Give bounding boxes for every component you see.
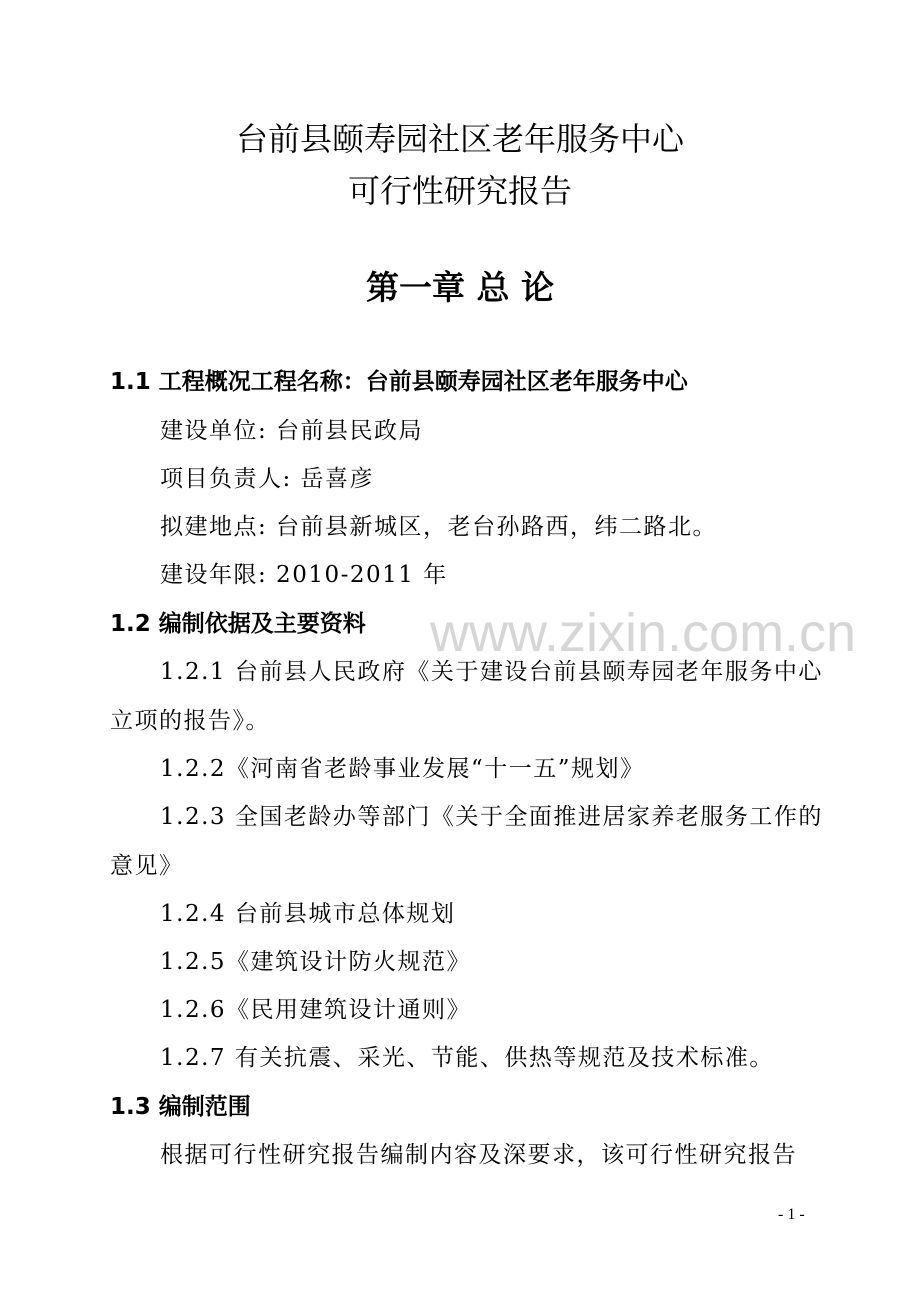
chapter-title: 第一章 总 论 xyxy=(366,268,554,307)
title-line-1: 台前县颐寿园社区老年服务中心 xyxy=(235,120,684,158)
construction-period: 建设年限: 2010-2011 年 xyxy=(160,562,448,588)
basis-item-1: 1.2.1 台前县人民政府《关于建设台前县颐寿园老年服务中心 xyxy=(160,659,823,685)
basis-item-7: 1.2.7 有关抗震、采光、节能、供热等规范及技术标准。 xyxy=(160,1045,774,1071)
basis-item-4: 1.2.4 台前县城市总体规划 xyxy=(160,901,456,927)
section-1-2-heading: 1.2 编制依据及主要资料 xyxy=(110,611,366,637)
page-number: - 1 - xyxy=(778,1206,805,1223)
basis-item-1-cont: 立项的报告》。 xyxy=(110,708,270,734)
proposed-location: 拟建地点: 台前县新城区，老台孙路西，纬二路北。 xyxy=(160,514,718,540)
section-1-3-heading: 1.3 编制范围 xyxy=(110,1094,251,1120)
basis-item-5: 1.2.5《建筑设计防火规范》 xyxy=(160,949,472,975)
basis-item-2: 1.2.2《河南省老龄事业发展“十一五”规划》 xyxy=(160,756,645,782)
basis-item-3: 1.2.3 全国老龄办等部门《关于全面推进居家养老服务工作的 xyxy=(160,804,823,830)
basis-item-6: 1.2.6《民用建筑设计通则》 xyxy=(160,997,472,1023)
title-line-2: 可行性研究报告 xyxy=(347,172,572,210)
section-1-1-heading: 1.1 工程概况工程名称：台前县颐寿园社区老年服务中心 xyxy=(110,369,688,395)
project-leader: 项目负责人: 岳喜彦 xyxy=(160,466,375,492)
scope-paragraph: 根据可行性研究报告编制内容及深要求，该可行性研究报告 xyxy=(160,1142,797,1168)
watermark: www.zixin.com.cn xyxy=(430,603,857,663)
basis-item-3-cont: 意见》 xyxy=(110,853,184,879)
construction-unit: 建设单位: 台前县民政局 xyxy=(160,418,424,444)
